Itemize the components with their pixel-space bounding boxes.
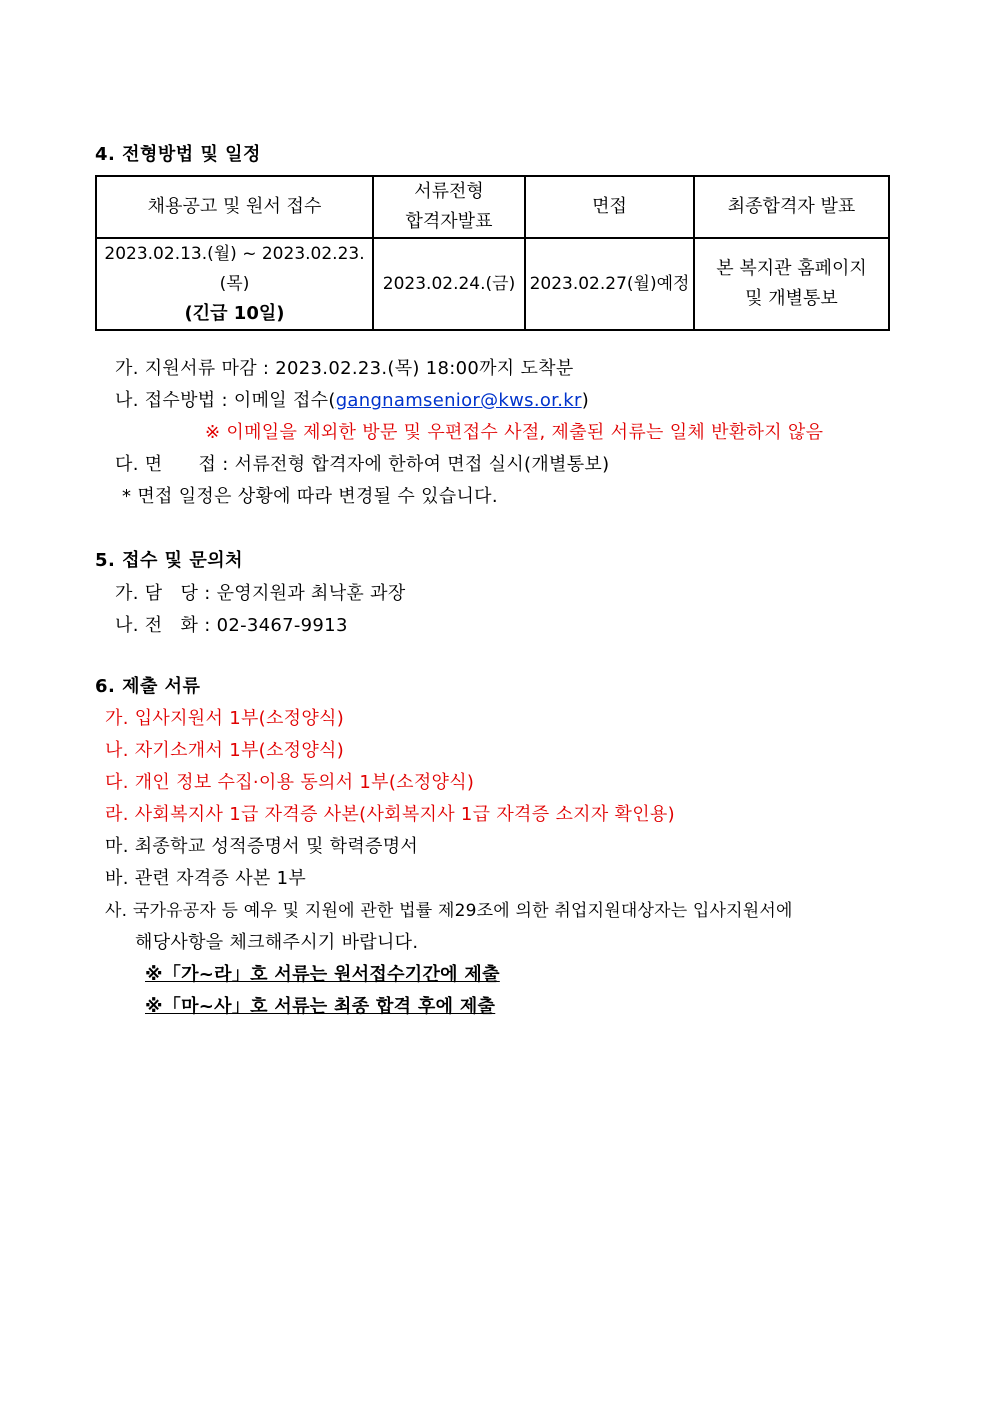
header-final-result: 최종합격자 발표 [694,176,889,238]
header-interview: 면접 [525,176,694,238]
email-link[interactable]: gangnamsenior@kws.or.kr [335,390,582,411]
header-doc-screening [373,176,525,238]
schedule-data-row [96,238,889,330]
doc-item-na: 나. 자기소개서 1부(소정양식) [105,740,345,761]
cell-interview-date: 2023.02.27(월)예정 [525,238,694,330]
doc-item-da: 다. 개인 정보 수집·이용 동의서 1부(소정양식) [105,772,475,793]
section-5-heading: 5. 접수 및 문의처 [95,550,243,571]
deadline-item: 가. 지원서류 마감 : 2023.02.23.(목) 18:00까지 도착분 [115,358,574,379]
schedule-header-row [96,176,889,238]
schedule-table [95,175,890,331]
doc-item-sa-continued: 해당사항을 체크해주시기 바랍니다. [135,932,419,953]
doc-item-sa: 사. 국가유공자 등 예우 및 지원에 관한 법률 제29조에 의한 취업지원대상자는 입사지원서에 [105,901,793,921]
doc-item-ba: 바. 관련 자격증 사본 1부 [105,868,307,889]
interview-item: 다. 면 접 : 서류전형 합격자에 한하여 면접 실시(개별통보) [115,454,610,475]
contact-person: 가. 담 당 : 운영지원과 최낙훈 과장 [115,583,406,604]
submission-note-1: ※「가~라」호 서류는 원서접수기간에 제출 [145,964,500,985]
application-period-note: (긴급 10일) [184,303,285,324]
header-application: 채용공고 및 원서 접수 [96,176,373,238]
doc-item-ra: 라. 사회복지사 1급 자격증 사본(사회복지사 1급 자격증 소지자 확인용) [105,804,675,825]
doc-item-ma: 마. 최종학교 성적증명서 및 학력증명서 [105,836,419,857]
final-announcement-line2: 및 개별통보 [745,288,838,309]
cell-doc-result-date: 2023.02.24.(금) [373,238,525,330]
submission-method-suffix: ) [581,390,590,411]
interview-schedule-note: * 면접 일정은 상황에 따라 변경될 수 있습니다. [122,486,498,507]
application-period: 2023.02.13.(월) ~ 2023.02.23.(목) [104,244,365,294]
section-6-heading: 6. 제출 서류 [95,676,201,697]
header-doc-screening-line1: 서류전형 [414,181,484,202]
cell-final-announcement [694,238,889,330]
header-doc-screening-line2: 합격자발표 [405,211,493,232]
submission-warning: ※ 이메일을 제외한 방문 및 우편접수 사절, 제출된 서류는 일체 반환하지 않음 [205,422,824,443]
section-4-heading: 4. 전형방법 및 일정 [95,144,261,165]
contact-phone: 나. 전 화 : 02-3467-9913 [115,615,348,636]
doc-item-ga: 가. 입사지원서 1부(소정양식) [105,708,345,729]
submission-method-item [115,386,589,412]
cell-application-period [96,238,373,330]
submission-note-2: ※「마~사」호 서류는 최종 합격 후에 제출 [145,996,496,1017]
final-announcement-line1: 본 복지관 홈페이지 [716,258,867,279]
submission-method-prefix: 나. 접수방법 : 이메일 접수( [115,390,336,411]
